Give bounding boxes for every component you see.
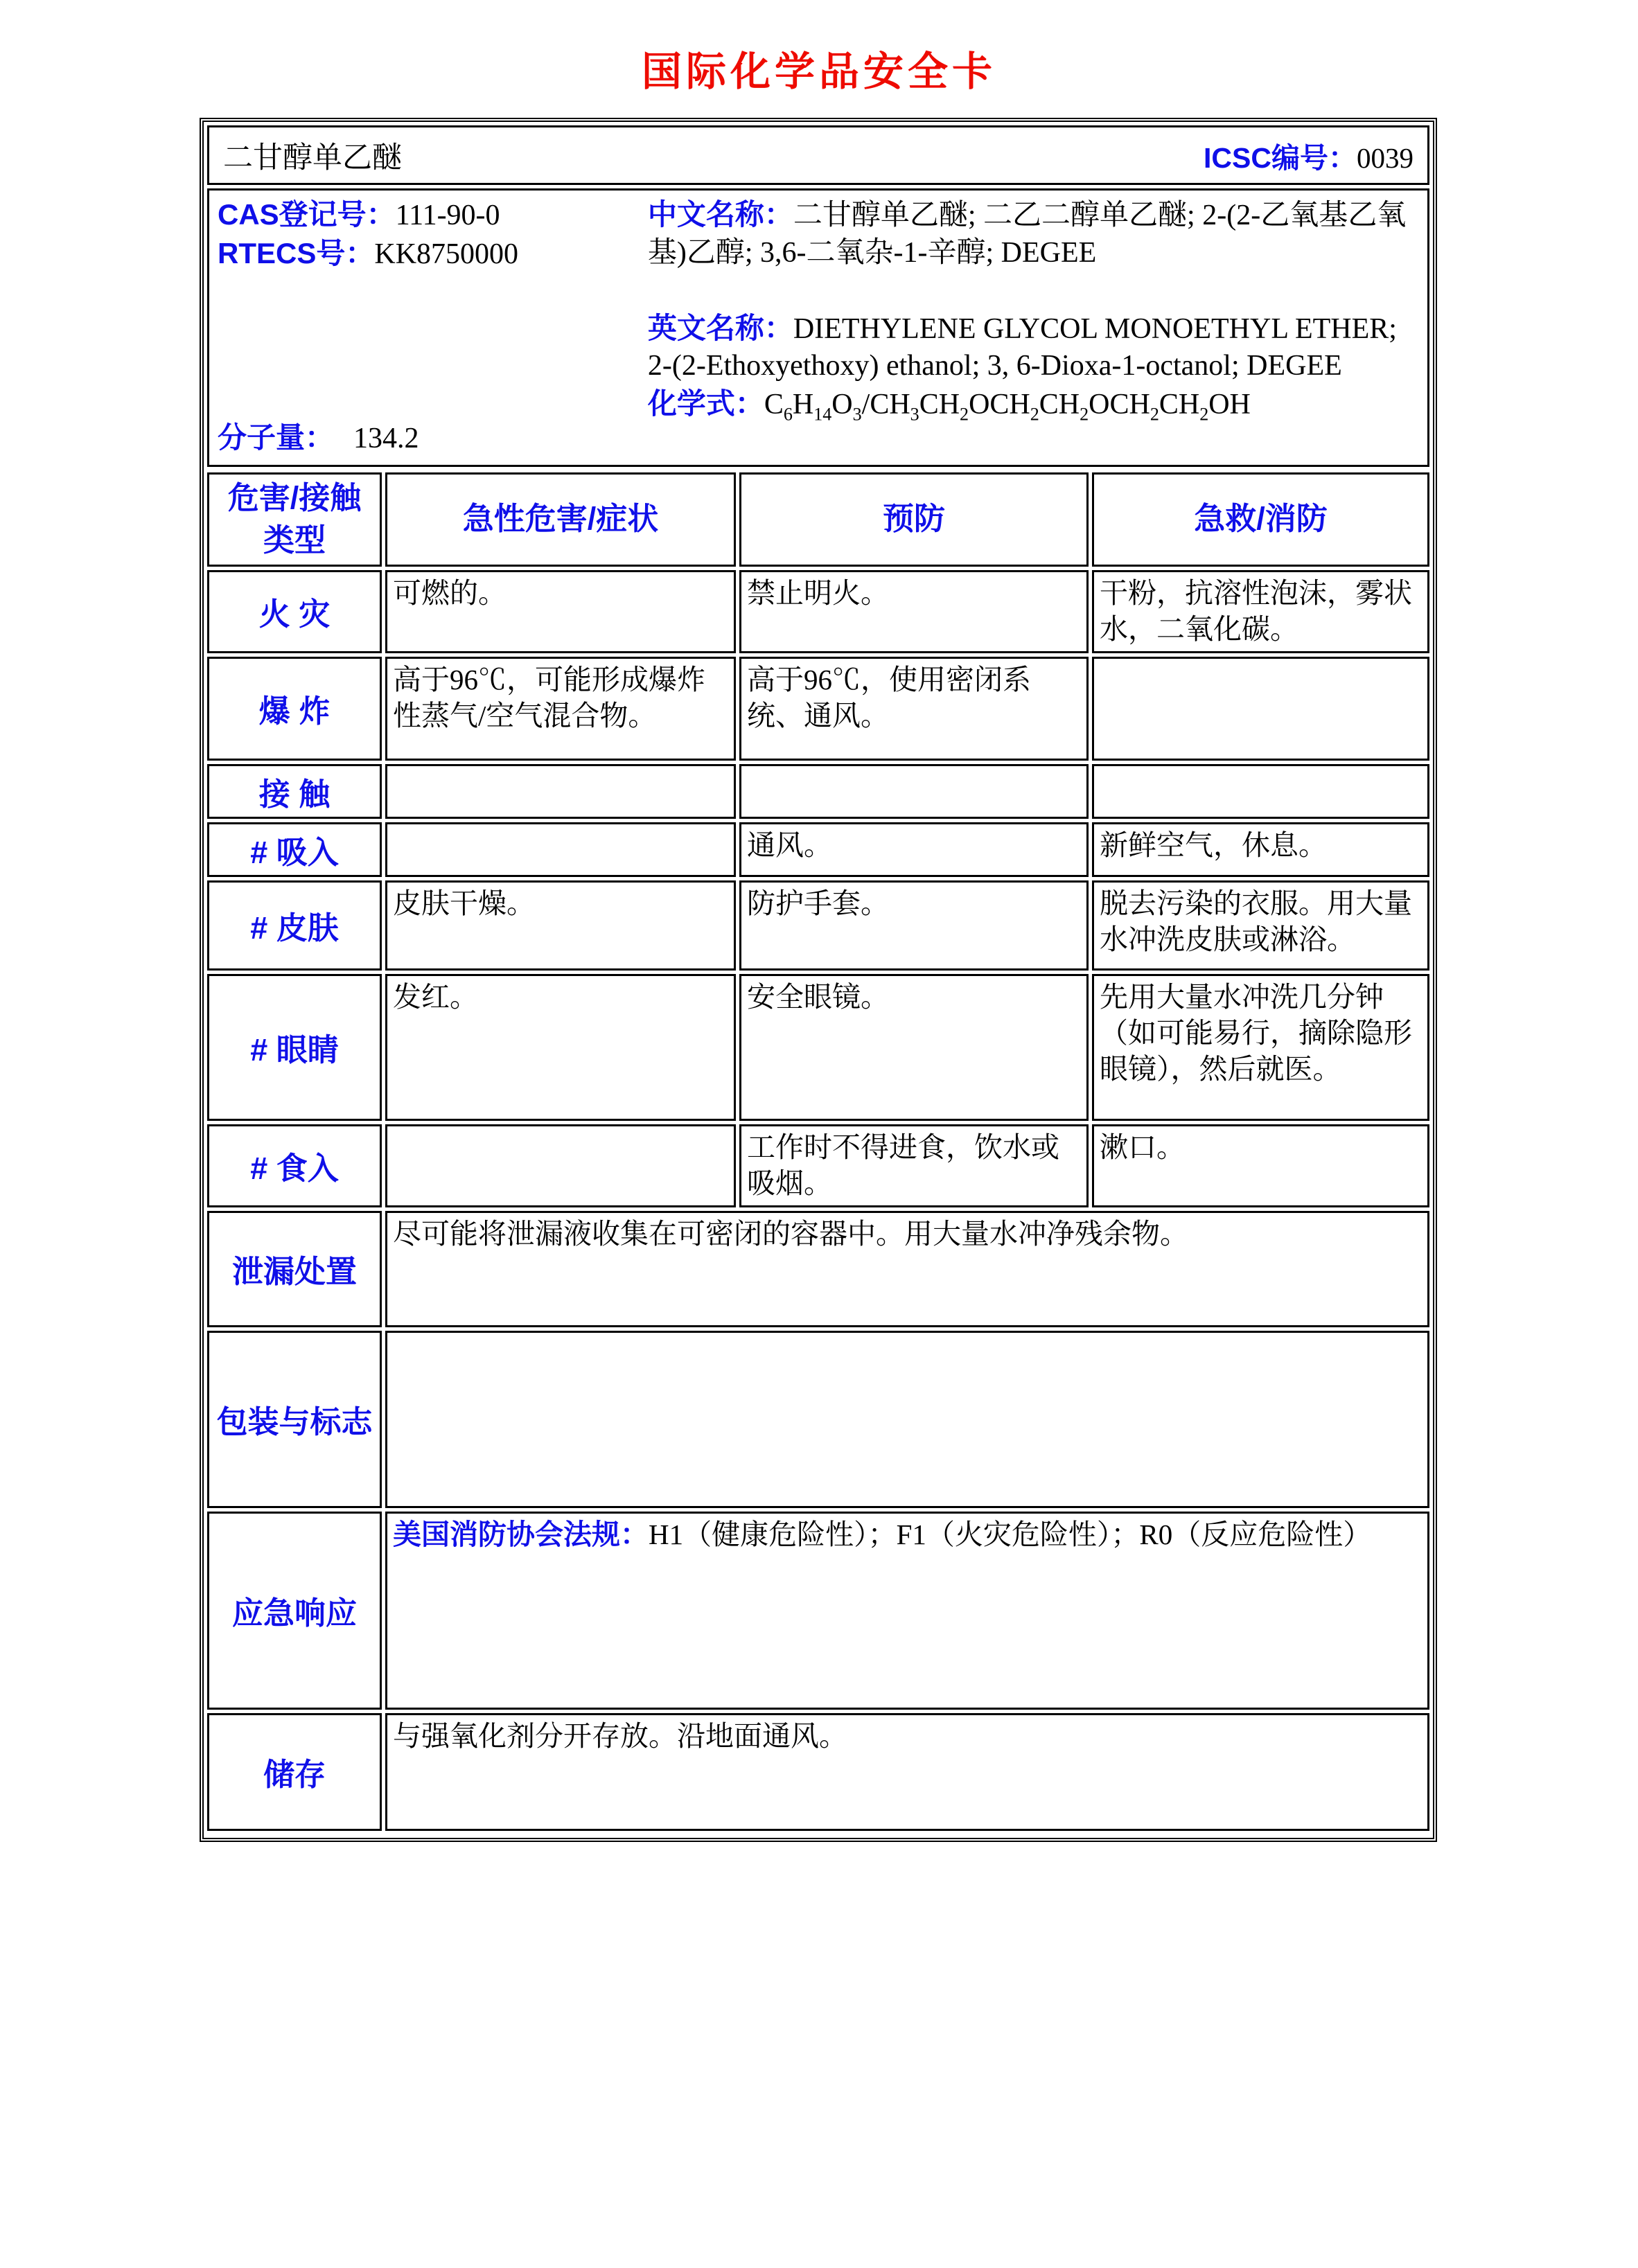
substance-name: 二甘醇单乙醚 bbox=[223, 141, 402, 175]
rtecs-number-value: KK8750000 bbox=[374, 238, 519, 270]
table-row-fire bbox=[207, 570, 1429, 653]
icsc-number-group bbox=[1204, 135, 1414, 176]
registry-numbers-group bbox=[218, 196, 641, 274]
chinese-name-label: 中文名称： bbox=[647, 198, 793, 231]
icsc-card bbox=[200, 118, 1437, 1842]
ingestion-symptoms-cell bbox=[385, 1124, 736, 1207]
row-label-storage: 储存 bbox=[207, 1713, 382, 1831]
rtecs-number-label: RTECS号： bbox=[218, 236, 375, 269]
chemical-formula-label: 化学式： bbox=[647, 387, 764, 420]
fire-prevention-cell: 禁止明火。 bbox=[739, 570, 1089, 653]
chemical-formula-value: $C_6H_{14}O_3/CH_3CH_2OCH_2CH_2OCH_2CH_2OH$ bbox=[764, 389, 1251, 425]
explosion-prevention-cell: 高于96℃，使用密闭系统、通风。 bbox=[739, 657, 1089, 761]
registry-column bbox=[209, 196, 648, 458]
table-row-inhalation bbox=[207, 822, 1429, 877]
cas-number-value: 111-90-0 bbox=[395, 200, 500, 231]
chemical-formula-row bbox=[648, 385, 1416, 424]
molecular-weight-value: 134.2 bbox=[353, 423, 419, 455]
ingestion-prevention-cell: 工作时不得进食，饮水或吸烟。 bbox=[739, 1124, 1089, 1207]
chinese-name-value: 二甘醇单乙醚; 二乙二醇单乙醚; 2-(2-乙氧基乙氧基)乙醇; 3,6-二氧杂-1-辛醇; DEGEE bbox=[647, 200, 1407, 269]
column-header-prevention: 预防 bbox=[739, 472, 1089, 567]
packaging-content-cell bbox=[385, 1331, 1429, 1508]
cas-number-label: CAS登记号： bbox=[218, 198, 396, 231]
row-label-inhalation: # 吸入 bbox=[207, 822, 382, 877]
column-header-symptoms: 急性危害/症状 bbox=[385, 472, 736, 567]
row-label-spillage: 泄漏处置 bbox=[207, 1211, 382, 1327]
spillage-content-cell: 尽可能将泄漏液收集在可密闭的容器中。用大量水冲净残余物。 bbox=[385, 1211, 1429, 1327]
rtecs-number-row bbox=[218, 235, 641, 274]
explosion-symptoms-cell: 高于96℃，可能形成爆炸性蒸气/空气混合物。 bbox=[385, 657, 736, 761]
identification-section bbox=[207, 188, 1429, 467]
icsc-number-label: ICSC编号： bbox=[1204, 141, 1357, 174]
eyes-symptoms-cell: 发红。 bbox=[385, 974, 736, 1121]
english-name-row bbox=[648, 310, 1416, 386]
eyes-response-cell: 先用大量水冲洗几分钟（如可能易行，摘除隐形眼镜），然后就医。 bbox=[1092, 974, 1429, 1121]
explosion-response-cell bbox=[1092, 657, 1429, 761]
row-label-explosion: 爆 炸 bbox=[207, 657, 382, 761]
exposure-prevention-cell bbox=[739, 764, 1089, 819]
hazard-table bbox=[204, 469, 1433, 1834]
table-row-ingestion bbox=[207, 1124, 1429, 1207]
page-title: 国际化学品安全卡 bbox=[641, 49, 996, 94]
ingestion-response-cell: 漱口。 bbox=[1092, 1124, 1429, 1207]
row-label-packaging: 包装与标志 bbox=[207, 1331, 382, 1508]
fire-response-cell: 干粉，抗溶性泡沫，雾状水，二氧化碳。 bbox=[1092, 570, 1429, 653]
emergency-response-content-cell bbox=[385, 1512, 1429, 1710]
nfpa-code-label: 美国消防协会法规： bbox=[393, 1518, 649, 1550]
inhalation-symptoms-cell bbox=[385, 822, 736, 877]
eyes-prevention-cell: 安全眼镜。 bbox=[739, 974, 1089, 1121]
chinese-name-row bbox=[648, 196, 1416, 272]
inhalation-response-cell: 新鲜空气，休息。 bbox=[1092, 822, 1429, 877]
english-name-value: DIETHYLENE GLYCOL MONOETHYL ETHER; 2-(2-Ethoxyethoxy) ethanol; 3, 6-Dioxa-1-octanol; DEGEE bbox=[647, 312, 1397, 382]
skin-prevention-cell: 防护手套。 bbox=[739, 880, 1089, 971]
nfpa-code-value: H1（健康危险性）；F1（火灾危险性）；R0（反应危险性） bbox=[649, 1518, 1372, 1550]
row-label-exposure: 接 触 bbox=[207, 764, 382, 819]
table-row-explosion bbox=[207, 657, 1429, 761]
icsc-document-page bbox=[0, 39, 1638, 1842]
molecular-weight-row bbox=[218, 419, 641, 458]
cas-number-row bbox=[218, 196, 641, 235]
storage-content-cell: 与强氧化剂分开存放。沿地面通风。 bbox=[385, 1713, 1429, 1831]
icsc-number-value: 0039 bbox=[1357, 141, 1414, 174]
skin-symptoms-cell: 皮肤干燥。 bbox=[385, 880, 736, 971]
table-row-spillage bbox=[207, 1211, 1429, 1327]
row-label-fire: 火 灾 bbox=[207, 570, 382, 653]
table-row-emergency-response bbox=[207, 1512, 1429, 1710]
column-header-hazard-type: 危害/接触 类型 bbox=[207, 472, 382, 567]
card-header-band bbox=[207, 125, 1429, 185]
row-label-ingestion: # 食入 bbox=[207, 1124, 382, 1207]
english-name-label: 英文名称： bbox=[647, 311, 793, 344]
row-label-eyes: # 眼睛 bbox=[207, 974, 382, 1121]
inhalation-prevention-cell: 通风。 bbox=[739, 822, 1089, 877]
table-row-eyes bbox=[207, 974, 1429, 1121]
column-header-response: 急救/消防 bbox=[1092, 472, 1429, 567]
table-row-skin bbox=[207, 880, 1429, 971]
exposure-response-cell bbox=[1092, 764, 1429, 819]
table-row-storage bbox=[207, 1713, 1429, 1831]
hazard-table-header-row bbox=[207, 472, 1429, 567]
skin-response-cell: 脱去污染的衣服。用大量水冲洗皮肤或淋浴。 bbox=[1092, 880, 1429, 971]
names-column bbox=[648, 196, 1427, 458]
row-label-skin: # 皮肤 bbox=[207, 880, 382, 971]
fire-symptoms-cell: 可燃的。 bbox=[385, 570, 736, 653]
molecular-weight-label: 分子量： bbox=[218, 421, 335, 454]
exposure-symptoms-cell bbox=[385, 764, 736, 819]
row-label-emergency-response: 应急响应 bbox=[207, 1512, 382, 1710]
table-row-exposure bbox=[207, 764, 1429, 819]
table-row-packaging bbox=[207, 1331, 1429, 1508]
